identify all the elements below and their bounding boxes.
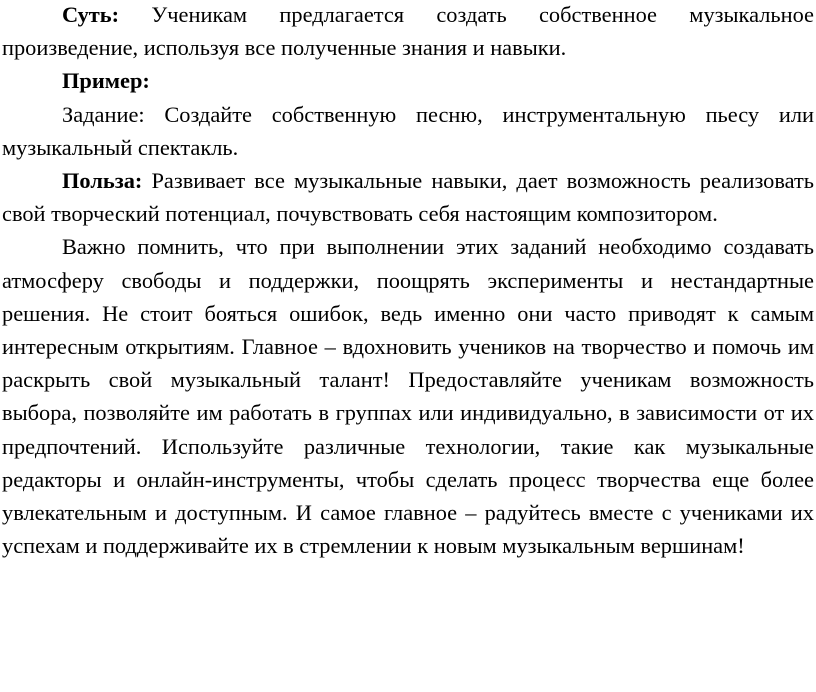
- essence-label: Суть:: [62, 2, 120, 27]
- conclusion-text: Важно помнить, что при выполнении этих заданий необходимо создавать атмосферу свободы и поддержки, поощрять эксперименты и нестандартные решения. Не стоит бояться ошибок, ведь именно они часто приводят к самым интересным открытиям. Главное – вдохновить учеников на творчество и помочь им раскрыть свой музыкальный талант! Предоставляйте ученикам возможность выбора, позволяйте им работать в группах или индивидуально, в зависимости от их предпочтений. Используйте различные технологии, такие как музыкальные редакторы и онлайн-инструменты, чтобы сделать процесс творчества еще более увлекательным и доступным. И самое главное – радуйтесь вместе с учениками их успехам и поддерживайте их в стремлении к новым музыкальным вершинам!: [2, 234, 814, 559]
- conclusion-paragraph: [2, 230, 814, 562]
- document-page: [2, 0, 814, 562]
- task-text: Задание: Создайте собственную песню, инструментальную пьесу или музыкальный спектакль.: [2, 101, 814, 160]
- essence-text: Ученикам предлагается создать собственное музыкальное произведение, используя все полученные знания и навыки.: [2, 2, 814, 61]
- benefit-text: Развивает все музыкальные навыки, дает возможность реализовать свой творческий потенциал, почувствовать себя настоящим композитором.: [2, 168, 814, 227]
- task-paragraph: [2, 98, 814, 164]
- benefit-paragraph: [2, 164, 814, 230]
- essence-paragraph: [2, 0, 814, 64]
- example-label: Пример:: [62, 68, 150, 94]
- example-paragraph: [2, 64, 814, 97]
- benefit-label: Польза:: [62, 168, 143, 194]
